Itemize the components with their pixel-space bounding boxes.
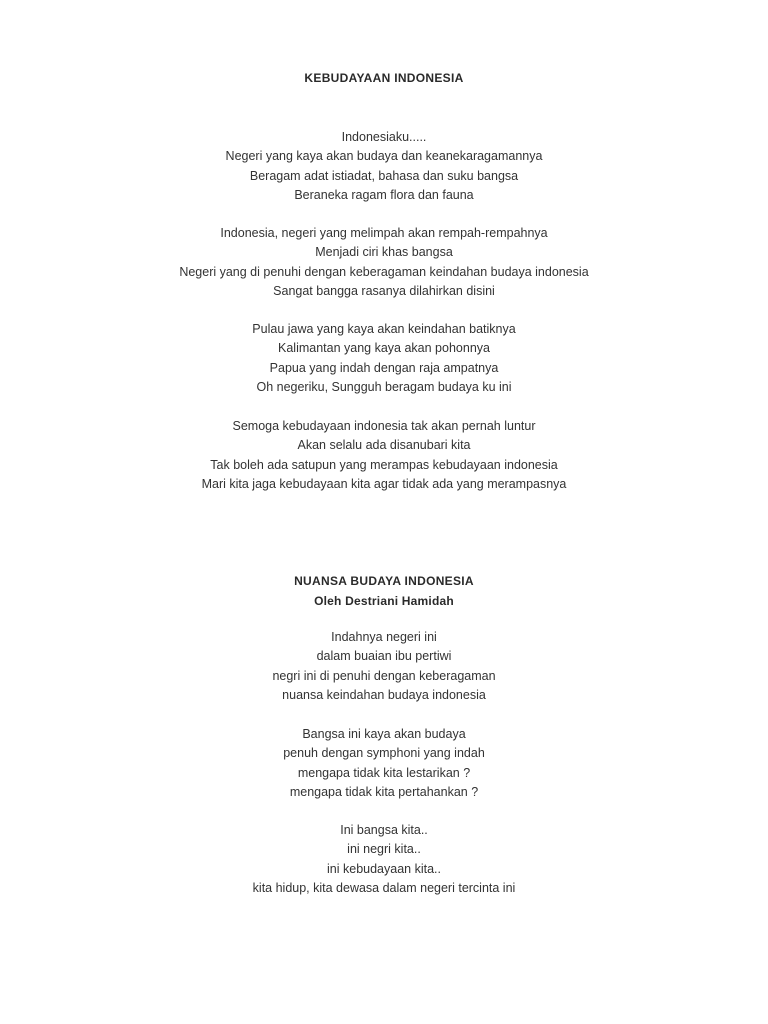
poem-line: mengapa tidak kita lestarikan ? (297, 765, 471, 780)
poem-2-stanza-1 (0, 628, 768, 706)
poem-2-stanza-2 (0, 725, 768, 803)
poem-1-stanza-4 (0, 417, 768, 495)
poem-line: Papua yang indah dengan raja ampatnya (269, 360, 499, 375)
poem-line: Oh negeriku, Sungguh beragam budaya ku ini (256, 380, 512, 395)
poem-2-title: NUANSA BUDAYA INDONESIA (294, 574, 474, 588)
poem-line: Indonesiaku..... (341, 130, 427, 144)
poem-2-author: Oleh Destriani Hamidah (314, 594, 454, 608)
poem-line: Akan selalu ada disanubari kita (297, 438, 471, 453)
poem-line: dalam buaian ibu pertiwi (316, 649, 452, 664)
poem-line: mengapa tidak kita pertahankan ? (289, 785, 479, 800)
poem-line: Menjadi ciri khas bangsa (315, 245, 453, 260)
poem-line: Negeri yang di penuhi dengan keberagaman keindahan budaya indonesia (179, 264, 589, 279)
poem-line: Sangat bangga rasanya dilahirkan disini (273, 284, 495, 299)
poem-line: negri ini di penuhi dengan keberagaman (272, 668, 496, 683)
poem-1-title: KEBUDAYAAN INDONESIA (304, 71, 464, 85)
poem-line: Mari kita jaga kebudayaan kita agar tidak ada yang merampasnya (201, 477, 567, 492)
poem-2-stanza-3 (0, 821, 768, 899)
poem-line: penuh dengan symphoni yang indah (283, 746, 485, 761)
poem-line: Negeri yang kaya akan budaya dan keanekaragamannya (225, 149, 543, 164)
poem-line: Semoga kebudayaan indonesia tak akan pernah luntur (232, 419, 536, 433)
poem-line: Pulau jawa yang kaya akan keindahan batiknya (252, 322, 516, 336)
poem-line: Kalimantan yang kaya akan pohonnya (278, 341, 490, 356)
poem-1-stanza-2 (0, 224, 768, 302)
poem-line: ini kebudayaan kita.. (327, 861, 441, 876)
poem-line: Indonesia, negeri yang melimpah akan rempah-rempahnya (220, 226, 548, 240)
poem-line: Beraneka ragam flora dan fauna (294, 188, 474, 203)
poem-line: nuansa keindahan budaya indonesia (282, 688, 486, 703)
poem-line: Bangsa ini kaya akan budaya (302, 727, 466, 741)
poem-line: Beragam adat istiadat, bahasa dan suku bangsa (249, 168, 519, 183)
poem-line: kita hidup, kita dewasa dalam negeri tercinta ini (252, 881, 516, 896)
poem-line: Ini bangsa kita.. (340, 823, 428, 837)
poem-line: ini negri kita.. (347, 842, 421, 857)
poem-line: Tak boleh ada satupun yang merampas kebudayaan indonesia (210, 457, 558, 472)
poem-1-stanza-1 (0, 128, 768, 206)
poem-1-stanza-3 (0, 320, 768, 398)
poem-line: Indahnya negeri ini (331, 630, 437, 644)
